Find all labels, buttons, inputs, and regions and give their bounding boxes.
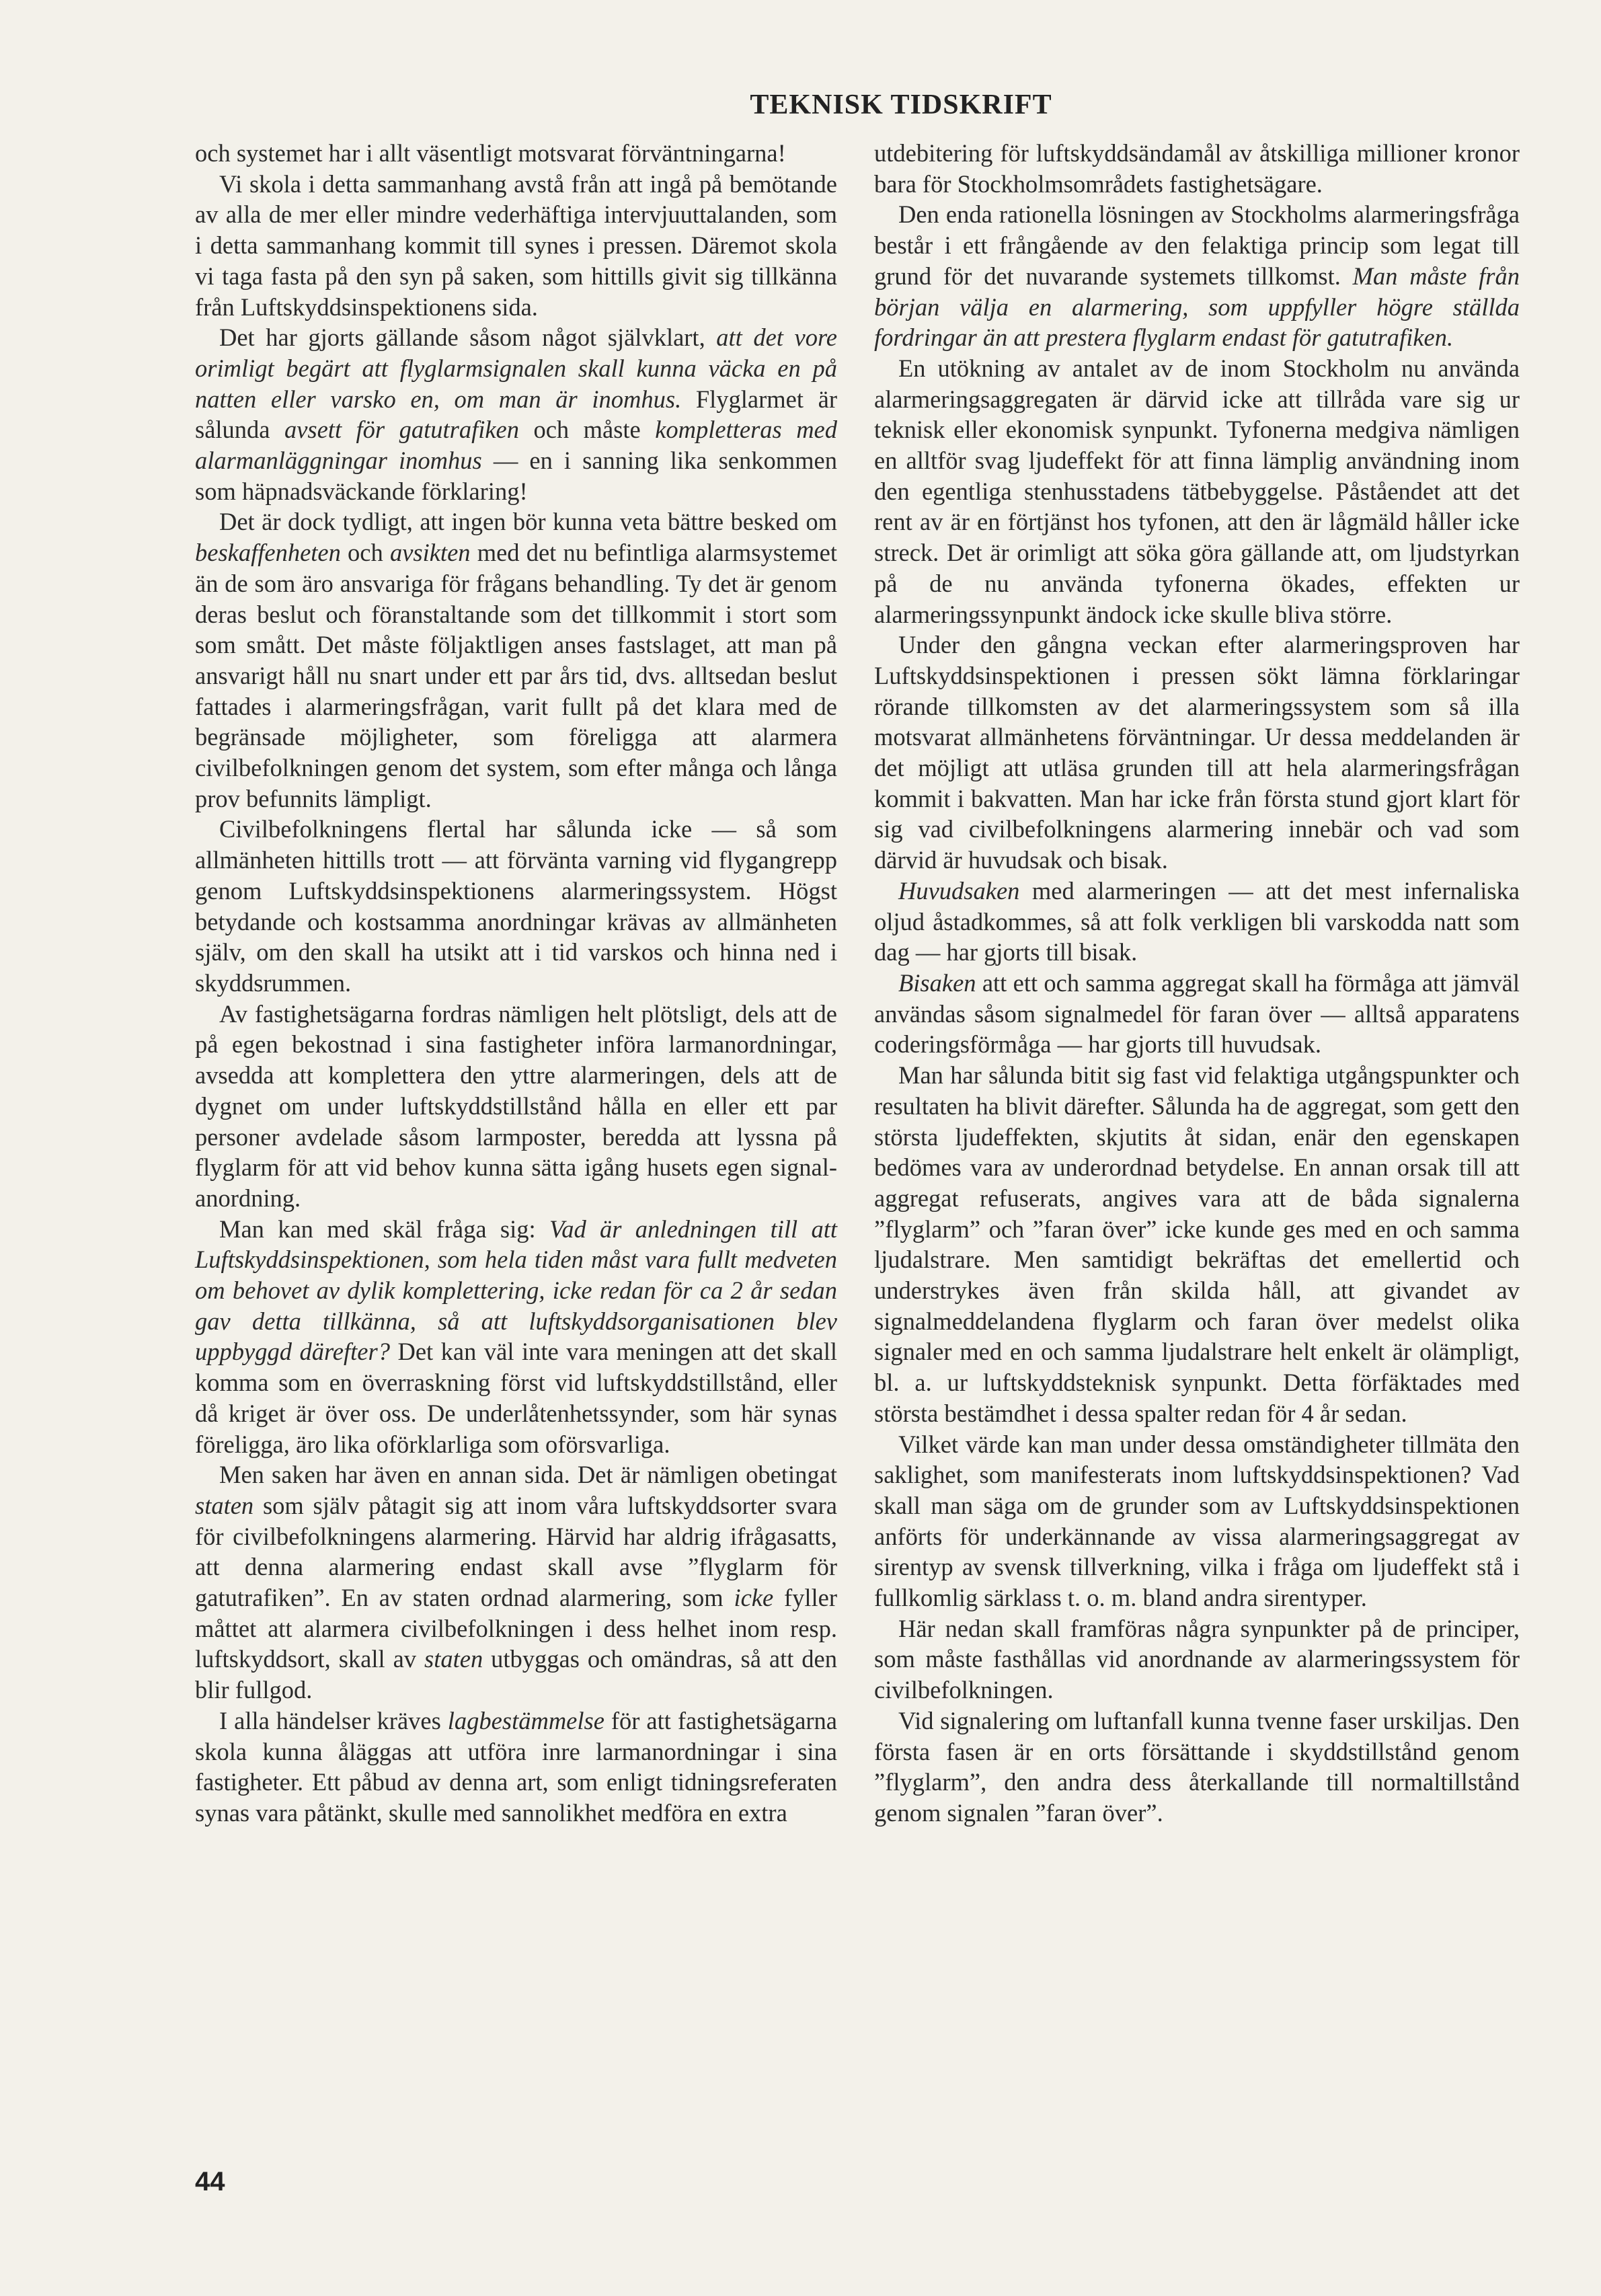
italic-run: staten xyxy=(195,1491,254,1519)
italic-run: avsett för gatutrafiken xyxy=(284,416,520,444)
text-run: Det kan väl inte vara meningen att det skall komma som en överraskning först vid luftskyddstillstånd, eller då kriget är över oss. De underlåtenhetssynder, som här synas föreligga, äro lika oförklarliga som oförsvarliga. xyxy=(195,1338,837,1458)
text-run: Här nedan skall framföras några synpunkter på de principer, som måste fasthållas vid anordnande av alarmeringssystem för civilbefolkningen. xyxy=(874,1614,1520,1704)
paragraph xyxy=(195,1459,837,1706)
paragraph xyxy=(874,876,1520,968)
paragraph xyxy=(195,169,837,323)
italic-run: staten xyxy=(424,1645,483,1673)
text-run: och systemet har i allt väsentligt motsvarat förväntningarna! xyxy=(195,139,786,167)
text-run: för att fastighetsägarna skola kunna åläggas att utföra inre larmanordningar i sina fastigheter. Ett påbud av denna art, som enligt tidningsreferaten synas vara påtänkt, skulle med sannolikhet medföra en extra xyxy=(195,1706,837,1827)
paragraph xyxy=(874,138,1520,199)
paragraph xyxy=(874,968,1520,1060)
text-run: Civilbefolkningens flertal har sålunda icke — så som allmänheten hittills trott — att förvänta varning vid flygangrepp genom Luftskyddsinspektionens alarmeringssystem. Högst betydande och kostsamma anordningar krävas av allmänheten själv, om den skall ha utsikt att i tid varskos och hinna ned i skyddsrummen. xyxy=(195,815,837,997)
text-run: Vi skola i detta sammanhang avstå från att ingå på bemötande av alla de mer eller mindre vederhäftiga intervjuuttalanden, som i detta sammanhang kommit till synes i pressen. Däremot skola vi taga fasta på den syn på saken, som hittills givit sig tillkänna från Luftskyddsinspektionens sida. xyxy=(195,169,837,321)
text-run: Det är dock tydligt, att ingen bör kunna veta bättre besked om xyxy=(219,508,837,536)
paragraph xyxy=(874,1060,1520,1428)
text-run: Man har sålunda bitit sig fast vid felaktiga utgångspunkter och resultaten ha blivit därefter. Sålunda ha de aggregat, som gett den största ljudeffekten, skjutits åt sidan, enär den egenskapen bedömes vara av underordnad betydelse. En annan orsak till att aggregat refuserats, angives vara att de båda signalerna ”flyglarm” och ”faran över” icke kunde ges med en och samma ljudalstrare. Men samtidigt bekräftas det emellertid och understrykes även från skilda håll, att givandet av signalmeddelandena flyglarm och faran över medelst olika signaler med en och samma ljudalstrare helt enkelt är olämpligt, bl. a. ur luftskyddsteknisk synpunkt. Detta förfäktades med största bestämdhet i dessa spalter redan för 4 år sedan. xyxy=(874,1061,1520,1427)
paragraph xyxy=(195,506,837,814)
paragraph xyxy=(874,1613,1520,1706)
right-column xyxy=(874,138,1520,1829)
paragraph xyxy=(195,138,837,169)
italic-run: Man måste från början välja en alarmering, som uppfyller högre ställda fordringar än att prestera flyglarm endast för gatutrafiken. xyxy=(874,262,1520,352)
text-run: Man kan med skäl fråga sig: xyxy=(219,1215,549,1243)
text-run: med alarmeringen — att det mest infernaliska oljud åstadkommes, så att folk verkligen bli varskodda natt som dag — har gjorts till bisak. xyxy=(874,876,1520,966)
text-run: Flyglarmet är sålunda xyxy=(195,385,837,444)
text-run: Det har gjorts gällande såsom något självklart, xyxy=(219,323,717,352)
text-run: I alla händelser kräves xyxy=(219,1706,448,1734)
paragraph xyxy=(874,1429,1520,1613)
text-run: och måste xyxy=(519,416,656,444)
italic-run: beskaffenheten xyxy=(195,539,341,567)
text-run: Under den gångna veckan efter alarmeringsproven har Luftskyddsinspektionen i pressen sökt lämna förklaringar rörande tillkomsten av det alarmeringssystem som så illa motsvarat allmänhetens förväntningar. Ur dessa meddelanden är det möjligt att utläsa grunden till att hela alarmeringsfrågan kommit i bakvatten. Man har icke från första stund gjort klart för sig vad civilbefolkningens alarmering innebär och vad som därvid är huvudsak och bisak. xyxy=(874,631,1520,874)
paragraph xyxy=(195,999,837,1214)
page-number: 44 xyxy=(195,2167,225,2196)
italic-run: lagbestämmelse xyxy=(447,1706,604,1734)
text-run: utdebitering för luftskyddsändamål av åtskilliga millioner kronor bara för Stockholmsområdets fastighetsägare. xyxy=(874,139,1520,198)
text-run: Vid signalering om luftanfall kunna tvenne faser urskiljas. Den första fasen är en orts försättande i skyddstillstånd genom ”flyglarm”, den andra dess återkallande till normaltillstånd genom signalen ”faran över”. xyxy=(874,1706,1520,1827)
text-run: utbyggas och omändras, så att den blir fullgod. xyxy=(195,1645,838,1704)
paragraph xyxy=(195,322,837,506)
italic-run: icke xyxy=(734,1584,774,1612)
text-run: att ett och samma aggregat skall ha förmåga att jämväl användas såsom signalmedel för faran över — alltså apparatens coderingsförmåga — har gjorts till huvudsak. xyxy=(874,968,1520,1059)
paragraph xyxy=(874,1706,1520,1829)
text-run: Men saken har även en annan sida. Det är nämligen obetingat xyxy=(219,1461,837,1489)
paragraph xyxy=(195,1706,837,1829)
italic-run: Bisaken xyxy=(898,968,976,997)
text-run: — en i sanning lika senkommen som häpnadsväckande förklaring! xyxy=(195,447,837,505)
paragraph xyxy=(874,199,1520,353)
left-column xyxy=(195,138,837,1829)
text-run: med det nu befintliga alarmsystemet än de som äro ansvariga för frågans behandling. Ty det är genom deras beslut och föranstaltande som det tillkommit i stort som som smått. Det måste följaktligen anses fastslaget, att man på ansvarigt håll nu snart under ett par års tid, dvs. alltsedan beslut fattades i alarmeringsfrågan, varit fullt på det klara med de begränsade möjligheter, som föreligga att alarmera civilbefolkningen genom det system, som efter många och långa prov befunnits lämpligt. xyxy=(195,539,838,812)
running-head: TEKNISK TIDSKRIFT xyxy=(750,89,1052,120)
text-run: som själv påtagit sig att inom våra luftskyddsorter svara för civilbefolkningens alarmering. Härvid har aldrig ifrågasatts, att denna alarmering endast skall avse ”flyglarm för gatutrafiken”. En av staten ordnad alarmering, som xyxy=(195,1491,837,1612)
text-run: Av fastighetsägarna fordras nämligen helt plötsligt, dels att de på egen bekostnad i sina fastigheter införa larmanordningar, avsedda att komplettera den yttre alarmeringen, dels att de dygnet om under luftskyddstillstånd hålla en eller ett par personer avdelade såsom larmposter, beredda att lyssna på flyglarm för att vid behov kunna sätta igång husets egen signalanordning. xyxy=(195,999,837,1212)
paragraph xyxy=(195,814,837,998)
text-run: En utökning av antalet av de inom Stockholm nu använda alarmeringsaggregaten är därvid icke att tillråda vare sig ur teknisk eller ekonomisk synpunkt. Tyfonerna medgiva nämligen en alltför svag ljudeffekt för att finna lämplig användning inom den egentliga stenhusstadens tätbebyggelse. Påståendet att det rent av är en förtjänst hos tyfonen, att den är lågmäld håller icke streck. Det är orimligt att söka göra gällande att, om ljudstyrkan på de nu använda tyfonerna ökades, effekten ur alarmeringssynpunkt ändock icke skulle bliva större. xyxy=(874,354,1520,628)
italic-run: att det vore orimligt begärt att flyglarmsignalen skall kunna väcka en på natten eller varsko en, om man är inomhus. xyxy=(195,323,838,413)
text-run: Vilket värde kan man under dessa omständigheter tillmäta den saklighet, som manifesterats inom luftskyddsinspektionen? Vad skall man säga om de grunder som av Luftskyddsinspektionen anförts för underkännande av vissa alarmeringsaggregat av sirentyp av svensk tillverkning, vilka i fråga om ljudeffekt stå i fullkomlig särklass t. o. m. bland andra sirentyper. xyxy=(874,1430,1520,1612)
paragraph xyxy=(195,1214,837,1460)
text-run: och xyxy=(340,539,390,567)
paragraph xyxy=(874,353,1520,629)
italic-run: Vad är anledningen till att Luftskyddsinspektionen, som hela tiden måst vara fullt medveten om behovet av dylik komplettering, icke redan för ca 2 år sedan gav detta tillkänna, så att luftskyddsorganisationen blev uppbyggd därefter? xyxy=(195,1215,837,1366)
italic-run: kompletteras med alarmanläggningar inomhus xyxy=(195,416,838,475)
italic-run: Huvudsaken xyxy=(898,876,1020,905)
text-run: fyller måttet att alarmera civilbefolkningen i dess helhet inom resp. luftskyddsort, skall av xyxy=(195,1584,837,1673)
paragraph xyxy=(874,629,1520,876)
text-run: Den enda rationella lösningen av Stockholms alarmeringsfråga består i ett frångående av den felaktiga princip som legat till grund för det nuvarande systemets tillkomst. xyxy=(874,200,1520,290)
italic-run: avsikten xyxy=(389,539,471,567)
